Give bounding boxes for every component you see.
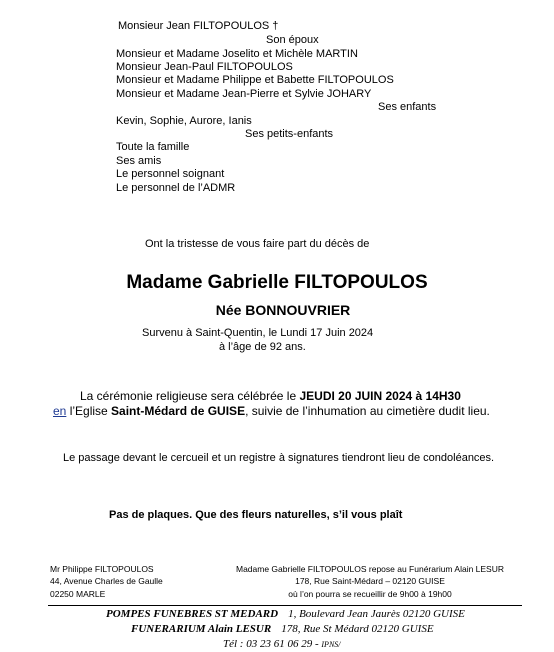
deceased-nee: Née BONNOUVRIER [215,302,351,318]
announce-text: Ont la tristesse de vous faire part du décès de [145,238,370,250]
contact-right-address: 178, Rue Saint-Médard – 02120 GUISE [295,576,445,586]
ceremony-date: JEUDI 20 JUIN 2024 à 14H30 [299,389,461,403]
footer-fun-address: 178, Rue St Médard 02120 GUISE [281,623,434,635]
age-text: à l’âge de 92 ans. [219,341,306,353]
family-line-martin: Monsieur et Madame Joselito et Michèle MARTIN [116,48,358,60]
footer-pf-name: POMPES FUNEBRES ST MEDARD [106,608,279,620]
contact-left-city: 02250 MARLE [50,589,106,599]
footer-pf-address: 1, Boulevard Jean Jaurès 02120 GUISE [288,608,465,620]
contact-left-address: 44, Avenue Charles de Gaulle [50,576,163,586]
death-place-date: Survenu à Saint-Quentin, le Lundi 17 Juin 2024 [142,327,374,339]
ceremony-eglise: l’Eglise [66,404,112,418]
family-line-philippe: Monsieur et Madame Philippe et Babette FILTOPOULOS [116,74,394,86]
footer-tel: Tél : 03 23 61 06 29 - [223,638,322,650]
family-role-husband: Son époux [266,34,319,46]
family-line-all: Toute la famille [116,141,190,153]
contact-right-hours: où l’on pourra se recueillir de 9h00 à 19h00 [288,589,452,599]
family-role-children: Ses enfants [378,101,437,113]
contact-right-repose: Madame Gabrielle FILTOPOULOS repose au Funérarium Alain LESUR [235,564,505,574]
ceremony-line-1 [80,389,461,403]
footer-line-funerarium [131,623,434,636]
ceremony-intro: La cérémonie religieuse sera célébrée le [80,389,300,403]
family-line-grandchildren: Kevin, Sophie, Aurore, Ianis [116,115,252,127]
footer-divider [48,605,522,606]
contact-left-name: Mr Philippe FILTOPOULOS [50,564,154,574]
ceremony-line-2 [53,404,490,418]
family-line-caregivers: Le personnel soignant [116,168,225,180]
footer-line-tel [223,638,341,651]
family-line-admr: Le personnel de l’ADMR [116,182,236,194]
footer-ipns: IPNS/ [321,640,341,649]
flowers-text: Pas de plaques. Que des fleurs naturelles, s’il vous plaît [109,509,403,521]
family-line-jean-paul: Monsieur Jean-Paul FILTOPOULOS [116,61,293,73]
footer-line-pompes [106,608,465,621]
passage-text: Le passage devant le cercueil et un registre à signatures tiendront lieu de condoléances. [63,452,495,464]
ceremony-church: Saint-Médard de GUISE [111,404,246,418]
family-line-husband: Monsieur Jean FILTOPOULOS † [118,20,279,32]
family-line-johary: Monsieur et Madame Jean-Pierre et Sylvie JOHARY [116,88,372,100]
deceased-name: Madame Gabrielle FILTOPOULOS [126,272,428,293]
family-role-grandchildren: Ses petits-enfants [245,128,334,140]
footer-fun-name: FUNERARIUM Alain LESUR [131,623,272,635]
ceremony-en: en [53,404,67,418]
ceremony-burial: , suivie de l’inhumation au cimetière dudit lieu. [245,404,490,418]
family-line-friends: Ses amis [116,155,162,167]
